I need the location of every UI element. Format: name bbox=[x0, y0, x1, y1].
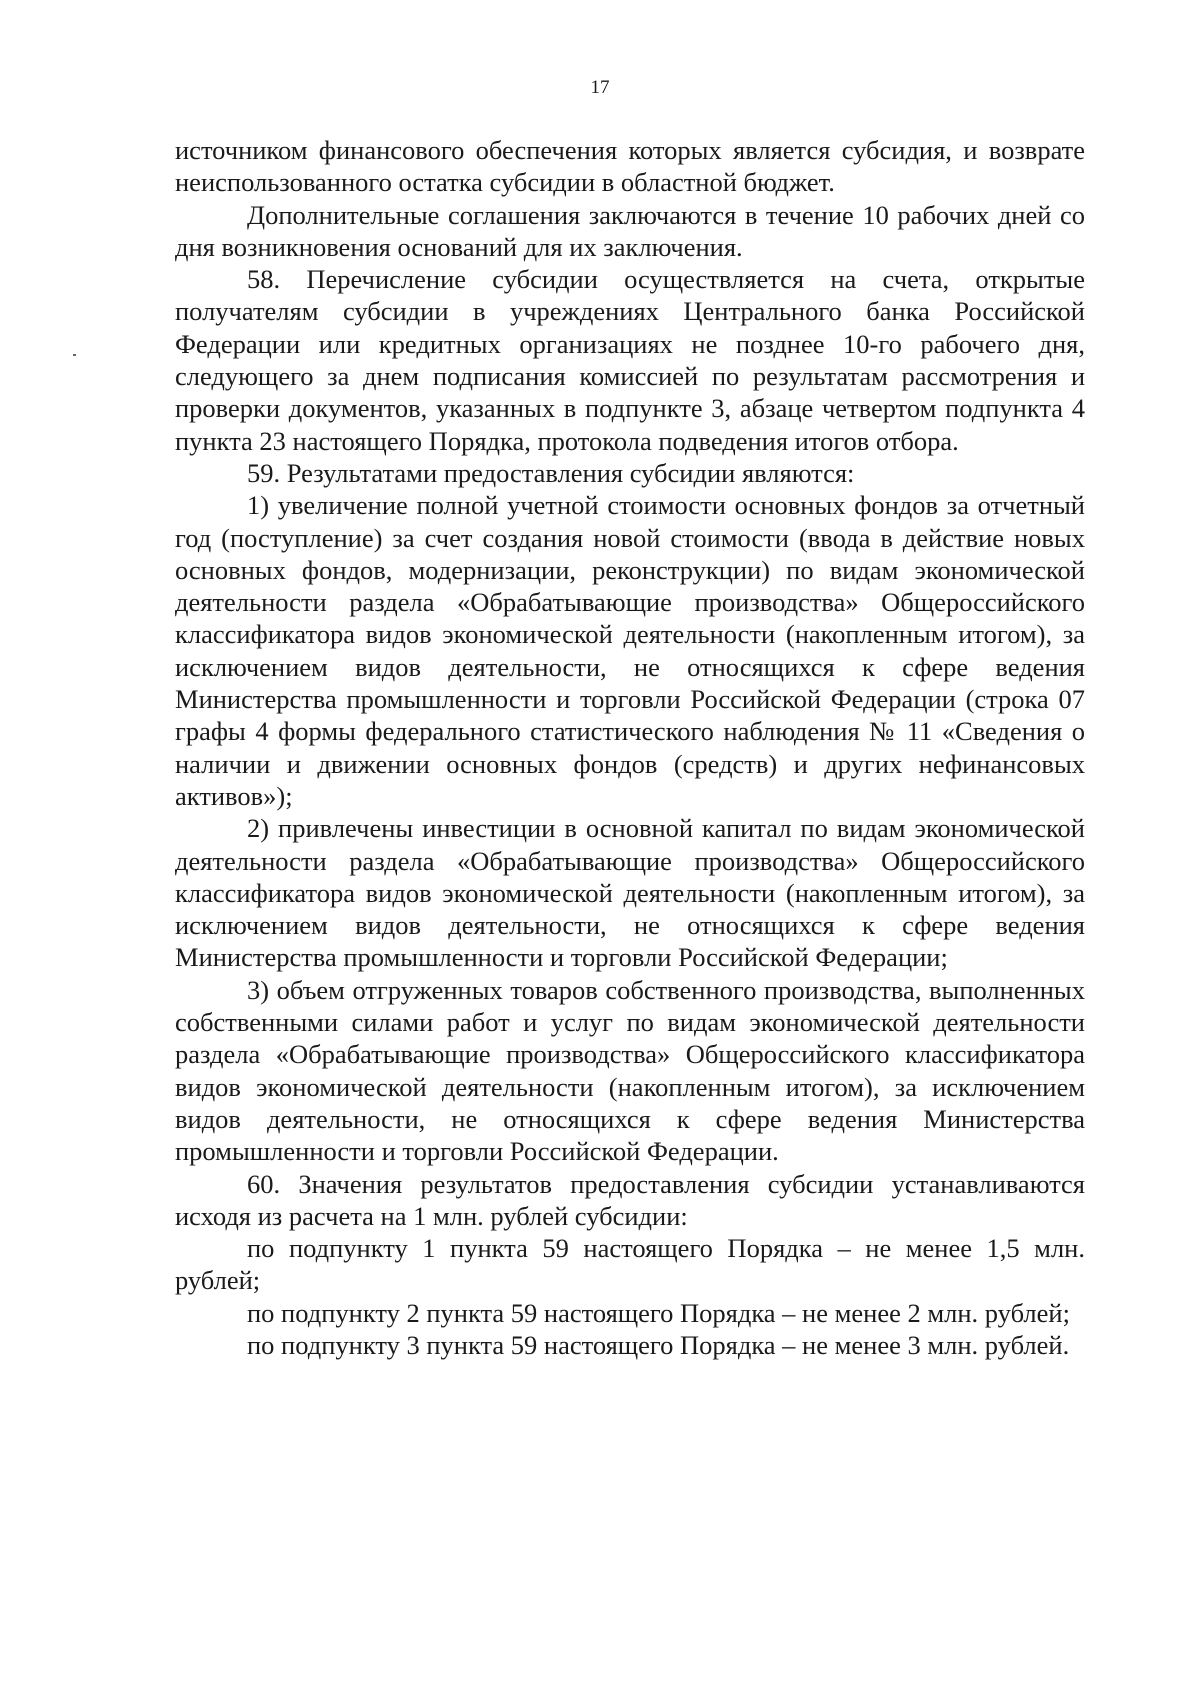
paragraph-60: 60. Значения результатов предоставления субсидии устанавливаются исходя из расчета на 1 млн. рублей субсидии: bbox=[175, 1168, 1085, 1231]
paragraph-59-item-3: 3) объем отгруженных товаров собственного производства, выполненных собственными силами работ и услуг по видам экономической деятельности раздела «Обрабатывающие производства» Общероссийского классификатора видов экономической деятельности (накопленным итогом), за исключением видов деятельности, не относящихся к сфере ведения Министерства промышленности и торговли Российской Федерации. bbox=[175, 974, 1085, 1167]
document-body bbox=[175, 134, 1085, 1361]
scan-speck bbox=[73, 354, 76, 356]
paragraph-60-subitem-2: по подпункту 2 пункта 59 настоящего Порядка – не менее 2 млн. рублей; bbox=[247, 1297, 1070, 1328]
page-number: 17 bbox=[590, 77, 610, 98]
paragraph-60-subitem-3: по подпункту 3 пункта 59 настоящего Порядка – не менее 3 млн. рублей. bbox=[247, 1329, 1070, 1360]
paragraph-59-item-2: 2) привлечены инвестиции в основной капитал по видам экономической деятельности раздела «Обрабатывающие производства» Общероссийского классификатора видов экономической деятельности (накопленным итогом), за исключением видов деятельности, не относящихся к сфере ведения Министерства промышленности и торговли Российской Федерации; bbox=[175, 813, 1085, 973]
paragraph-additional-agreements: Дополнительные соглашения заключаются в течение 10 рабочих дней со дня возникновения оснований для их заключения. bbox=[175, 199, 1085, 262]
paragraph-58: 58. Перечисление субсидии осуществляется на счета, открытые получателям субсидии в учреждениях Центрального банка Российской Федерации или кредитных организациях не позднее 10-го рабочего дня, следующего за днем подписания комиссией по результатам рассмотрения и проверки документов, указанных в подпункте 3, абзаце четвертом подпункта 4 пункта 23 настоящего Порядка, протокола подведения итогов отбора. bbox=[175, 264, 1085, 456]
paragraph-60-subitem-1: по подпункту 1 пункта 59 настоящего Порядка – не менее 1,5 млн. рублей; bbox=[175, 1233, 1085, 1296]
paragraph-continuation: источником финансового обеспечения которых является субсидия, и возврате неиспользованного остатка субсидии в областной бюджет. bbox=[175, 135, 1085, 198]
paragraph-59: 59. Результатами предоставления субсидии являются: bbox=[247, 457, 855, 488]
paragraph-59-item-1: 1) увеличение полной учетной стоимости основных фондов за отчетный год (поступление) за счет создания новой стоимости (ввода в действие новых основных фондов, модернизации, реконструкции) по видам экономической деятельности раздела «Обрабатывающие производства» Общероссийского классификатора видов экономической деятельности (накопленным итогом), за исключением видов деятельности, не относящихся к сфере ведения Министерства промышленности и торговли Российской Федерации (строка 07 графы 4 формы федерального статистического наблюдения № 11 «Сведения о наличии и движении основных фондов (средств) и других нефинансовых активов»); bbox=[175, 490, 1085, 811]
